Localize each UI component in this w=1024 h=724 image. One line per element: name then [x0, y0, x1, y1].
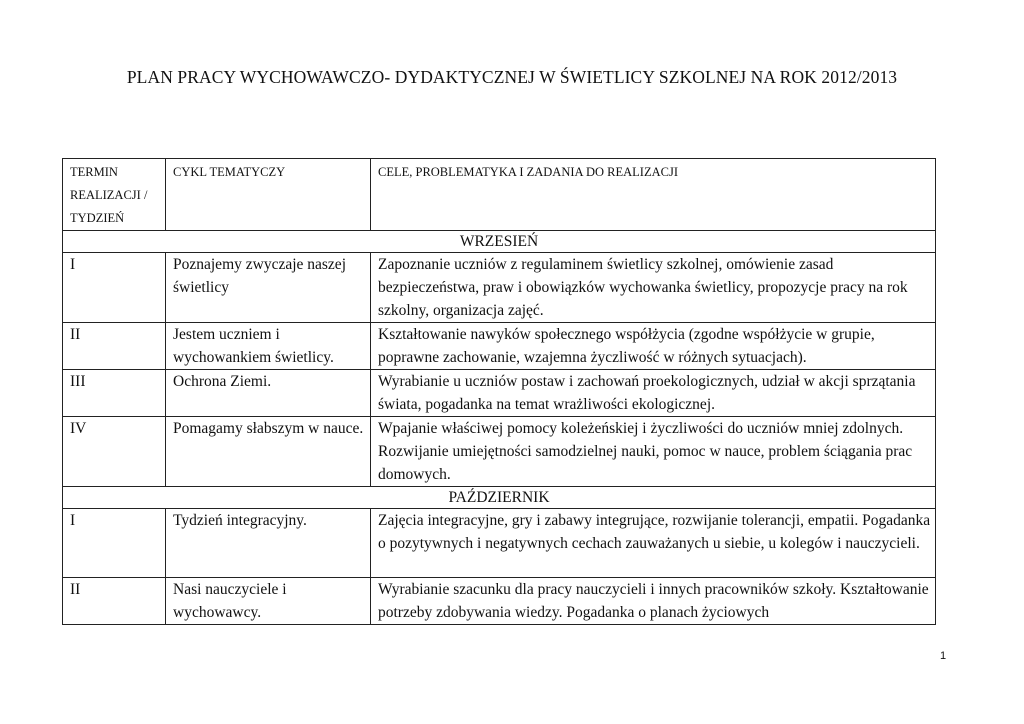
topic-cell: Jestem uczniem i wychowankiem świetlicy. [166, 323, 371, 370]
topic-cell: Nasi nauczyciele i wychowawcy. [166, 578, 371, 625]
plan-table [62, 158, 936, 625]
month-row-wrzesien [63, 231, 936, 253]
header-cele: CELE, PROBLEMATYKA I ZADANIA DO REALIZACJI [371, 159, 936, 231]
goals-cell: Zapoznanie uczniów z regulaminem świetlicy szkolnej, omówienie zasad bezpieczeństwa, praw i obowiązków wychowanka świetlicy, propozycje pracy na rok szkolny, organizacja zajęć. [371, 253, 936, 323]
month-label: WRZESIEŃ [63, 231, 936, 253]
goals-cell: Wyrabianie szacunku dla pracy nauczycieli i innych pracowników szkoły. Kształtowanie potrzeby zdobywania wiedzy. Pogadanka o planach życiowych [371, 578, 936, 625]
week-cell: II [63, 578, 166, 625]
goals-cell: Wyrabianie u uczniów postaw i zachowań proekologicznych, udział w akcji sprzątania świata, pogadanka na temat wrażliwości ekologicznej. [371, 370, 936, 417]
week-cell: I [63, 253, 166, 323]
month-row-pazdziernik [63, 487, 936, 509]
week-cell: II [63, 323, 166, 370]
table-row [63, 253, 936, 323]
document-title: PLAN PRACY WYCHOWAWCZO- DYDAKTYCZNEJ W ŚWIETLICY SZKOLNEJ NA ROK 2012/2013 [126, 67, 898, 87]
table-header-row [63, 159, 936, 231]
table-row [63, 578, 936, 625]
topic-cell: Poznajemy zwyczaje naszej świetlicy [166, 253, 371, 323]
page-number: 1 [940, 650, 947, 662]
table-row [63, 370, 936, 417]
header-cykl: CYKL TEMATYCZY [166, 159, 371, 231]
week-cell: III [63, 370, 166, 417]
topic-cell: Pomagamy słabszym w nauce. [166, 417, 371, 487]
goals-cell: Wpajanie właściwej pomocy koleżeńskiej i życzliwości do uczniów mniej zdolnych. Rozwijanie umiejętności samodzielnej nauki, pomoc w nauce, problem ściągania prac domowych. [371, 417, 936, 487]
week-cell: IV [63, 417, 166, 487]
header-termin: TERMIN REALIZACJI / TYDZIEŃ [63, 159, 166, 231]
topic-cell: Ochrona Ziemi. [166, 370, 371, 417]
week-cell: I [63, 509, 166, 578]
topic-cell: Tydzień integracyjny. [166, 509, 371, 578]
table-row [63, 509, 936, 578]
month-label: PAŹDZIERNIK [63, 487, 936, 509]
table-row [63, 417, 936, 487]
goals-cell: Kształtowanie nawyków społecznego współżycia (zgodne współżycie w grupie, poprawne zachowanie, wzajemna życzliwość w różnych sytuacjach). [371, 323, 936, 370]
goals-cell: Zajęcia integracyjne, gry i zabawy integrujące, rozwijanie tolerancji, empatii. Pogadanka o pozytywnych i negatywnych cechach zauważanych u siebie, u kolegów i nauczycieli. [371, 509, 936, 578]
table-row [63, 323, 936, 370]
